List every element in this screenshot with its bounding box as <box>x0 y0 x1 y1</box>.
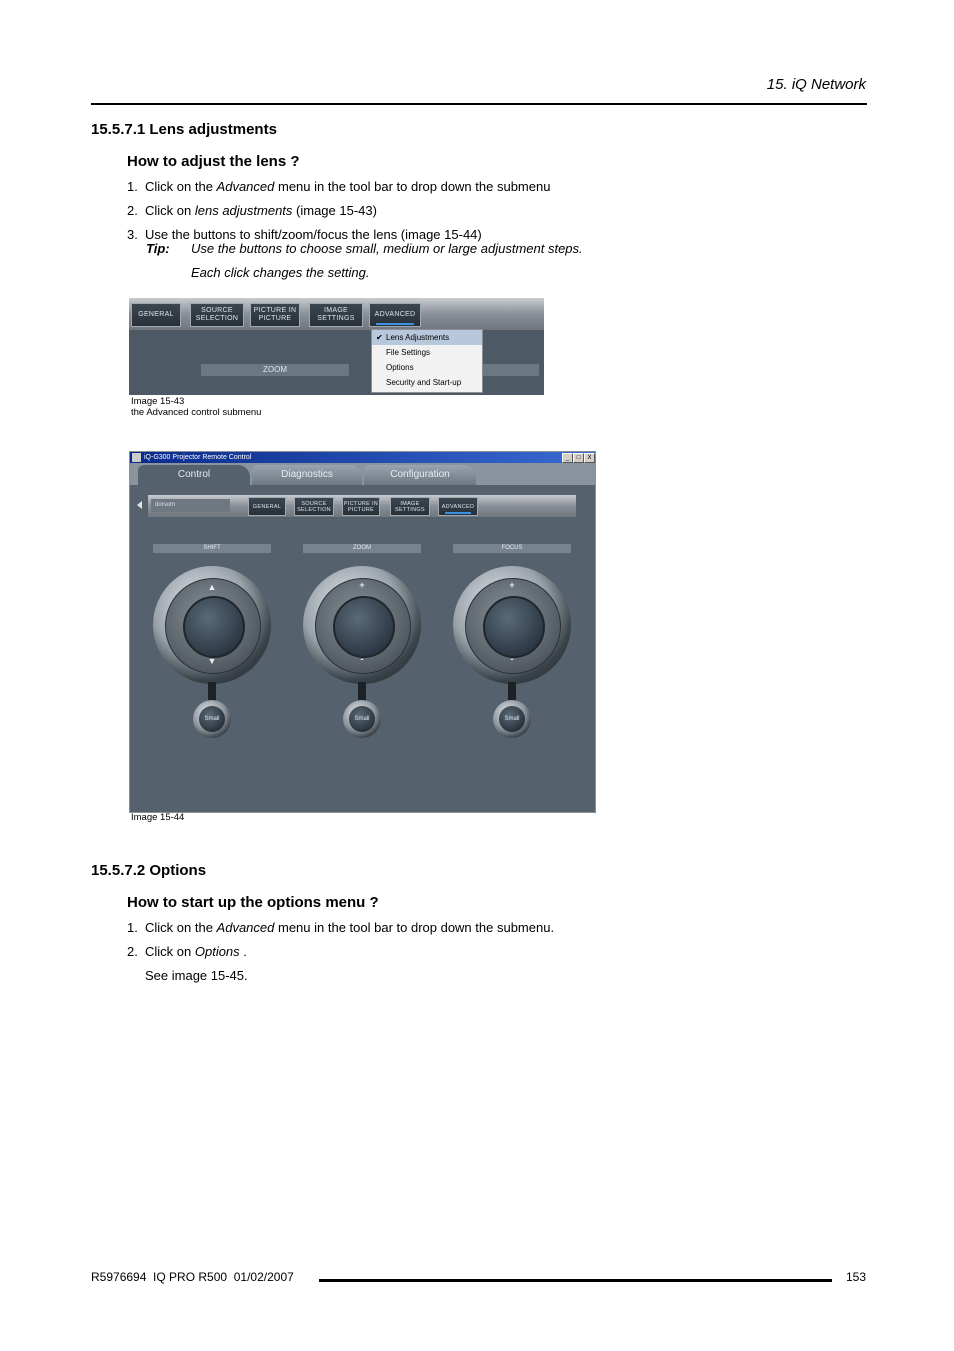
checkmark-icon: ✔ <box>376 333 383 342</box>
shift-control-knob[interactable] <box>153 566 271 684</box>
zoom-label: ZOOM <box>201 364 349 376</box>
knob-center <box>483 596 545 658</box>
tip-label: Tip: <box>146 241 170 256</box>
tab-control[interactable]: Control <box>138 465 250 485</box>
advanced-submenu <box>371 329 483 393</box>
focus-minus-button[interactable]: - <box>510 654 514 664</box>
image-caption-title: Image 15-43 <box>131 396 185 407</box>
tab-diagnostics[interactable]: Diagnostics <box>252 465 362 485</box>
focus-label: FOCUS <box>453 544 571 553</box>
menu-item-options[interactable]: Options <box>386 363 414 372</box>
window-titlebar <box>130 452 595 463</box>
toolbar-picture-in-picture-button[interactable]: PICTURE IN PICTURE <box>342 497 380 516</box>
image-caption-text: the Advanced control submenu <box>131 407 262 418</box>
subheading-adjust-lens: How to adjust the lens ? <box>127 153 300 170</box>
image-caption-title: Image 15-44 <box>131 812 185 823</box>
menu-item-lens-adjustments[interactable]: ✔ Lens Adjustments <box>372 330 482 345</box>
list-item: 2. Click on lens adjustments (image 15-43) <box>127 203 377 218</box>
toolbar-source-selection-button[interactable]: SOURCE SELECTION <box>190 303 244 327</box>
footer-doc-info: R5976694 IQ PRO R500 01/02/2007 <box>91 1270 294 1284</box>
toolbar <box>148 495 576 517</box>
toolbar-image-settings-button[interactable]: IMAGE SETTINGS <box>309 303 363 327</box>
toolbar-source-selection-button[interactable]: SOURCE SELECTION <box>294 497 334 516</box>
toolbar-general-button[interactable]: GENERAL <box>248 497 286 516</box>
chapter-header: 15. iQ Network <box>766 76 866 93</box>
source-field[interactable]: dorsom <box>151 499 230 512</box>
knob-center <box>183 596 245 658</box>
shift-down-button[interactable]: ▼ <box>207 656 217 666</box>
toolbar <box>129 298 544 330</box>
toolbar-advanced-button[interactable]: ADVANCED <box>438 497 478 516</box>
list-item: 1. Click on the Advanced menu in the tool bar to drop down the submenu. <box>127 920 555 935</box>
connector <box>508 682 516 702</box>
maximize-button[interactable]: □ <box>573 453 584 463</box>
focus-plus-button[interactable]: + <box>509 580 515 590</box>
close-button[interactable]: X <box>584 453 595 463</box>
zoom-in-button[interactable]: + <box>359 580 365 590</box>
connector <box>358 682 366 702</box>
tip-text: Each click changes the setting. <box>191 265 370 280</box>
subheading-options-menu: How to start up the options menu ? <box>127 894 379 911</box>
shift-up-button[interactable]: ▲ <box>207 582 217 592</box>
toolbar-general-button[interactable]: GENERAL <box>131 303 181 327</box>
section-heading-options: 15.5.7.2 Options <box>91 862 207 879</box>
shift-label: SHIFT <box>153 544 271 553</box>
toolbar-image-settings-button[interactable]: IMAGE SETTINGS <box>390 497 430 516</box>
zoom-step-button[interactable]: Small <box>343 700 381 738</box>
left-arrow-icon[interactable] <box>137 501 142 509</box>
section-heading-lens: 15.5.7.1 Lens adjustments <box>91 121 277 138</box>
label-strip <box>482 364 539 376</box>
screenshot-advanced-submenu <box>129 298 544 395</box>
note-text: See image 15-45. <box>145 968 248 983</box>
connector <box>208 682 216 702</box>
focus-control-knob[interactable] <box>453 566 571 684</box>
menu-item-file-settings[interactable]: File Settings <box>386 348 431 357</box>
footer-rule <box>319 1279 832 1282</box>
toolbar-picture-in-picture-button[interactable]: PICTURE IN PICTURE <box>250 303 300 327</box>
tab-bar <box>130 463 595 485</box>
menu-item-security-startup[interactable]: Security and Start-up <box>386 378 462 387</box>
app-icon <box>132 453 141 462</box>
zoom-control-knob[interactable] <box>303 566 421 684</box>
tab-configuration[interactable]: Configuration <box>364 465 476 485</box>
list-item: 3. Use the buttons to shift/zoom/focus the lens (image 15-44) <box>127 227 482 242</box>
zoom-label: ZOOM <box>303 544 421 553</box>
window-title: iQ-G300 Projector Remote Control <box>144 454 252 461</box>
page-number: 153 <box>845 1270 866 1284</box>
minimize-button[interactable]: _ <box>562 453 573 463</box>
toolbar-advanced-button[interactable]: ADVANCED <box>369 303 421 327</box>
header-rule <box>91 103 867 105</box>
tip-text: Use the buttons to choose small, medium or large adjustment steps. <box>191 241 583 256</box>
list-item: 2. Click on Options . <box>127 944 247 959</box>
zoom-out-button[interactable]: - <box>360 654 364 664</box>
focus-step-button[interactable]: Small <box>493 700 531 738</box>
screenshot-lens-control-window <box>129 451 596 813</box>
list-item: 1. Click on the Advanced menu in the tool bar to drop down the submenu <box>127 179 551 194</box>
shift-step-button[interactable]: Small <box>193 700 231 738</box>
knob-center <box>333 596 395 658</box>
